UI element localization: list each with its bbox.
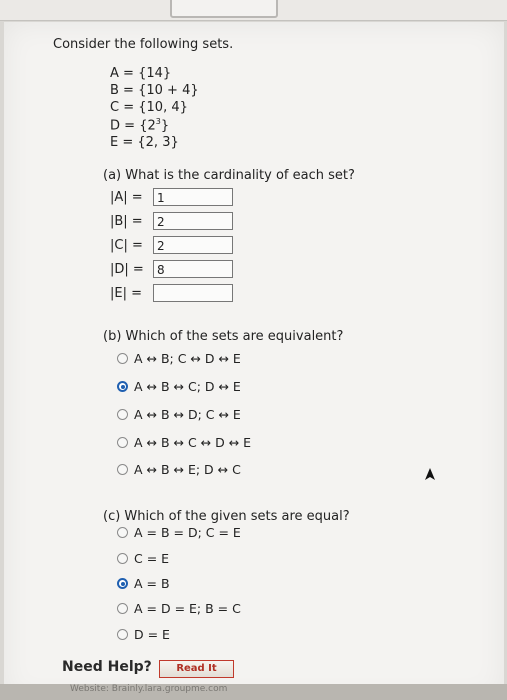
cardinality-label-b: |B| = [110, 214, 143, 229]
radio-button-selected[interactable] [117, 578, 128, 589]
radio-button[interactable] [117, 553, 128, 564]
cardinality-input-a[interactable]: 1 [153, 188, 233, 206]
radio-button[interactable] [117, 629, 128, 640]
mouse-cursor-icon [425, 468, 435, 480]
set-e-line: E = {2, 3} [110, 135, 179, 150]
equivalent-option[interactable]: A ↔ B ↔ D; C ↔ E [117, 407, 241, 422]
radio-button[interactable] [117, 603, 128, 614]
radio-button[interactable] [117, 437, 128, 448]
equivalent-option[interactable]: A ↔ B ↔ C; D ↔ E [117, 379, 241, 394]
top-button[interactable] [170, 0, 278, 18]
set-b-line: B = {10 + 4} [110, 83, 199, 98]
top-strip [0, 0, 507, 21]
part-c-question: (c) Which of the given sets are equal? [103, 509, 350, 524]
cardinality-input-b[interactable]: 2 [153, 212, 233, 230]
equivalent-option[interactable]: A ↔ B ↔ C ↔ D ↔ E [117, 435, 251, 450]
radio-button[interactable] [117, 527, 128, 538]
cardinality-label-c: |C| = [110, 238, 143, 253]
radio-button[interactable] [117, 464, 128, 475]
equivalent-option[interactable]: A ↔ B; C ↔ D ↔ E [117, 351, 241, 366]
cardinality-label-e: |E| = [110, 286, 142, 301]
intro-text: Consider the following sets. [53, 37, 234, 52]
equal-option[interactable]: A = B = D; C = E [117, 525, 241, 540]
footer-text: Website: Brainly.lara.groupme.com [70, 684, 228, 694]
set-d-line: $D = \{2^3\}$ [110, 117, 170, 134]
cardinality-label-a: |A| = [110, 190, 143, 205]
set-a-line: A = {14} [110, 66, 172, 81]
cardinality-label-d: |D| = [110, 262, 144, 277]
radio-button-selected[interactable] [117, 381, 128, 392]
equal-option[interactable]: A = B [117, 576, 170, 591]
part-b-question: (b) Which of the sets are equivalent? [103, 329, 344, 344]
equal-option[interactable]: A = D = E; B = C [117, 601, 241, 616]
radio-button[interactable] [117, 353, 128, 364]
set-c-line: C = {10, 4} [110, 100, 188, 115]
read-it-button[interactable]: Read It [159, 660, 234, 678]
equal-option[interactable]: C = E [117, 551, 169, 566]
equivalent-option[interactable]: A ↔ B ↔ E; D ↔ C [117, 462, 241, 477]
cardinality-input-d[interactable]: 8 [153, 260, 233, 278]
cardinality-input-c[interactable]: 2 [153, 236, 233, 254]
part-a-question: (a) What is the cardinality of each set? [103, 168, 355, 183]
cardinality-input-e[interactable] [153, 284, 233, 302]
need-help-label: Need Help? [62, 659, 152, 675]
equal-option[interactable]: D = E [117, 627, 170, 642]
question-panel [4, 22, 504, 700]
radio-button[interactable] [117, 409, 128, 420]
